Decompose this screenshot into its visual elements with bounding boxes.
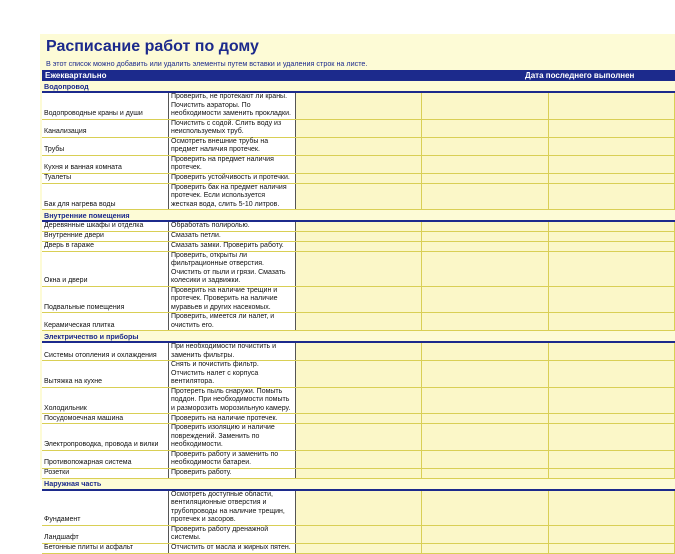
table-row bbox=[42, 424, 675, 451]
task-cell[interactable]: Проверить работу и заменить по необходимости батареи. bbox=[169, 450, 296, 468]
header-last-done: Дата последнего выполнен bbox=[525, 71, 635, 80]
section-title: Электричество и приборы bbox=[42, 331, 675, 343]
item-cell[interactable]: Внутренние двери bbox=[42, 231, 169, 241]
date-cell[interactable] bbox=[295, 387, 422, 414]
date-cell[interactable] bbox=[548, 251, 675, 286]
table-row bbox=[42, 137, 675, 155]
table-row bbox=[42, 414, 675, 424]
table-row bbox=[42, 543, 675, 553]
date-cell[interactable] bbox=[548, 173, 675, 183]
date-cell[interactable] bbox=[422, 387, 549, 414]
item-cell[interactable]: Ландшафт bbox=[42, 525, 169, 543]
task-cell[interactable]: Проверить устойчивость и протечки. bbox=[169, 173, 296, 183]
date-cell[interactable] bbox=[295, 231, 422, 241]
date-cell[interactable] bbox=[422, 251, 549, 286]
date-cell[interactable] bbox=[422, 342, 549, 361]
task-cell[interactable]: Проверить, открыты ли фильтрационные отверстия. Очистить от пыли и грязи. Смазать колесики и задвижки. bbox=[169, 251, 296, 286]
table-row bbox=[42, 119, 675, 137]
date-cell[interactable] bbox=[295, 241, 422, 251]
item-cell[interactable]: Дверь в гараже bbox=[42, 241, 169, 251]
date-cell[interactable] bbox=[422, 468, 549, 478]
item-cell[interactable]: Трубы bbox=[42, 137, 169, 155]
date-cell[interactable] bbox=[295, 137, 422, 155]
task-cell[interactable]: Проверить, имеется ли налет, и очистить его. bbox=[169, 313, 296, 331]
date-cell[interactable] bbox=[295, 155, 422, 173]
table-row bbox=[42, 92, 675, 119]
date-cell[interactable] bbox=[548, 119, 675, 137]
date-cell[interactable] bbox=[548, 387, 675, 414]
date-cell[interactable] bbox=[548, 468, 675, 478]
date-cell[interactable] bbox=[295, 173, 422, 183]
item-cell[interactable]: Бетонные плиты и асфальт bbox=[42, 543, 169, 553]
date-cell[interactable] bbox=[548, 231, 675, 241]
schedule-table bbox=[42, 81, 675, 554]
date-cell[interactable] bbox=[548, 450, 675, 468]
table-row bbox=[42, 387, 675, 414]
task-cell[interactable]: Проверить изоляцию и наличие повреждений. Заменить по необходимости. bbox=[169, 424, 296, 451]
item-cell[interactable]: Подвальные помещения bbox=[42, 286, 169, 313]
table-row bbox=[42, 450, 675, 468]
date-cell[interactable] bbox=[295, 525, 422, 543]
section-row bbox=[42, 478, 675, 490]
date-cell[interactable] bbox=[548, 414, 675, 424]
table-row bbox=[42, 342, 675, 361]
date-cell[interactable] bbox=[422, 286, 549, 313]
date-cell[interactable] bbox=[422, 241, 549, 251]
item-cell[interactable]: Холодильник bbox=[42, 387, 169, 414]
date-cell[interactable] bbox=[422, 92, 549, 119]
item-cell[interactable]: Посудомоечная машина bbox=[42, 414, 169, 424]
section-title: Водопровод bbox=[42, 81, 675, 92]
date-cell[interactable] bbox=[295, 92, 422, 119]
date-cell[interactable] bbox=[295, 251, 422, 286]
date-cell[interactable] bbox=[548, 137, 675, 155]
date-cell[interactable] bbox=[422, 543, 549, 553]
date-cell[interactable] bbox=[422, 361, 549, 388]
item-cell[interactable]: Системы отопления и охлаждения bbox=[42, 342, 169, 361]
item-cell[interactable]: Вытяжка на кухне bbox=[42, 361, 169, 388]
section-title: Внутренние помещения bbox=[42, 210, 675, 222]
worksheet bbox=[40, 34, 675, 551]
date-cell[interactable] bbox=[548, 221, 675, 231]
date-cell[interactable] bbox=[295, 221, 422, 231]
item-cell[interactable]: Деревянные шкафы и отделка bbox=[42, 221, 169, 231]
date-cell[interactable] bbox=[295, 414, 422, 424]
date-cell[interactable] bbox=[548, 183, 675, 210]
header-period: Ежеквартально bbox=[45, 71, 107, 80]
section-row bbox=[42, 81, 675, 92]
date-cell[interactable] bbox=[295, 286, 422, 313]
table-row bbox=[42, 241, 675, 251]
table-row bbox=[42, 173, 675, 183]
date-cell[interactable] bbox=[295, 468, 422, 478]
item-cell[interactable]: Окна и двери bbox=[42, 251, 169, 286]
date-cell[interactable] bbox=[548, 361, 675, 388]
page-subtitle: В этот список можно добавить или удалить элементы путем вставки и удаления строк на листе. bbox=[46, 59, 368, 68]
date-cell[interactable] bbox=[548, 155, 675, 173]
table-row bbox=[42, 525, 675, 543]
task-cell[interactable]: Проверить бак на предмет наличия протечек. Если используется жесткая вода, слить 5-10 литров. bbox=[169, 183, 296, 210]
task-cell[interactable]: Проверить на предмет наличия протечек. bbox=[169, 155, 296, 173]
task-cell[interactable]: Проверить работу дренажной системы. bbox=[169, 525, 296, 543]
table-row bbox=[42, 490, 675, 526]
task-cell[interactable]: Смазать замки. Проверить работу. bbox=[169, 241, 296, 251]
item-cell[interactable]: Противопожарная система bbox=[42, 450, 169, 468]
task-cell[interactable]: Смазать петли. bbox=[169, 231, 296, 241]
date-cell[interactable] bbox=[422, 155, 549, 173]
item-cell[interactable]: Кухня и ванная комната bbox=[42, 155, 169, 173]
task-cell[interactable]: При необходимости почистить и заменить фильтры. bbox=[169, 342, 296, 361]
date-cell[interactable] bbox=[422, 221, 549, 231]
section-row bbox=[42, 210, 675, 222]
date-cell[interactable] bbox=[422, 450, 549, 468]
date-cell[interactable] bbox=[422, 313, 549, 331]
date-cell[interactable] bbox=[295, 424, 422, 451]
date-cell[interactable] bbox=[548, 424, 675, 451]
date-cell[interactable] bbox=[295, 183, 422, 210]
section-row bbox=[42, 331, 675, 343]
date-cell[interactable] bbox=[422, 119, 549, 137]
item-cell[interactable]: Водопроводные краны и души bbox=[42, 92, 169, 119]
task-cell[interactable]: Проверить на наличие трещин и протечек. Проверить на наличие муравьев и других насекомых. bbox=[169, 286, 296, 313]
task-cell[interactable]: Протереть пыль снаружи. Помыть поддон. При необходимости помыть и разморозить морозильную камеру. bbox=[169, 387, 296, 414]
date-cell[interactable] bbox=[548, 241, 675, 251]
date-cell[interactable] bbox=[422, 183, 549, 210]
item-cell[interactable]: Канализация bbox=[42, 119, 169, 137]
date-cell[interactable] bbox=[422, 490, 549, 526]
date-cell[interactable] bbox=[422, 173, 549, 183]
date-cell[interactable] bbox=[548, 543, 675, 553]
task-cell[interactable]: Проверить на наличие протечек. bbox=[169, 414, 296, 424]
task-cell[interactable]: Проверить, не протекают ли краны. Почистить аэраторы. По необходимости заменить прокладки. bbox=[169, 92, 296, 119]
date-cell[interactable] bbox=[295, 119, 422, 137]
table-row bbox=[42, 468, 675, 478]
table-row bbox=[42, 286, 675, 313]
date-cell[interactable] bbox=[295, 313, 422, 331]
page-title: Расписание работ по дому bbox=[46, 38, 259, 55]
item-cell[interactable]: Электропроводка, провода и вилки bbox=[42, 424, 169, 451]
date-cell[interactable] bbox=[422, 137, 549, 155]
table-row bbox=[42, 155, 675, 173]
item-cell[interactable]: Бак для нагрева воды bbox=[42, 183, 169, 210]
date-cell[interactable] bbox=[422, 525, 549, 543]
task-cell[interactable]: Проверить работу. bbox=[169, 468, 296, 478]
date-cell[interactable] bbox=[422, 424, 549, 451]
item-cell[interactable]: Керамическая плитка bbox=[42, 313, 169, 331]
task-cell[interactable]: Осмотреть внешние трубы на предмет наличия протечек. bbox=[169, 137, 296, 155]
table-header bbox=[42, 70, 675, 81]
date-cell[interactable] bbox=[548, 286, 675, 313]
section-title: Наружная часть bbox=[42, 478, 675, 490]
date-cell[interactable] bbox=[295, 450, 422, 468]
table-row bbox=[42, 313, 675, 331]
item-cell[interactable]: Фундамент bbox=[42, 490, 169, 526]
date-cell[interactable] bbox=[548, 525, 675, 543]
task-cell[interactable]: Снять и почистить фильтр. Отчистить налет с корпуса вентилятора. bbox=[169, 361, 296, 388]
date-cell[interactable] bbox=[295, 342, 422, 361]
table-row bbox=[42, 251, 675, 286]
date-cell[interactable] bbox=[548, 490, 675, 526]
task-cell[interactable]: Осмотреть доступные области, вентиляционные отверстия и трубопроводы на наличие трещин, протечек и засоров. bbox=[169, 490, 296, 526]
task-cell[interactable]: Почистить с содой. Слить воду из неиспользуемых труб. bbox=[169, 119, 296, 137]
date-cell[interactable] bbox=[422, 231, 549, 241]
table-row bbox=[42, 361, 675, 388]
date-cell[interactable] bbox=[295, 490, 422, 526]
date-cell[interactable] bbox=[548, 342, 675, 361]
table-row bbox=[42, 231, 675, 241]
date-cell[interactable] bbox=[295, 543, 422, 553]
item-cell[interactable]: Розетки bbox=[42, 468, 169, 478]
table-row bbox=[42, 221, 675, 231]
task-cell[interactable]: Отчистить от масла и жирных пятен. bbox=[169, 543, 296, 553]
date-cell[interactable] bbox=[548, 313, 675, 331]
date-cell[interactable] bbox=[548, 92, 675, 119]
table-row bbox=[42, 183, 675, 210]
date-cell[interactable] bbox=[295, 361, 422, 388]
task-cell[interactable]: Обработать полиролью. bbox=[169, 221, 296, 231]
date-cell[interactable] bbox=[422, 414, 549, 424]
item-cell[interactable]: Туалеты bbox=[42, 173, 169, 183]
